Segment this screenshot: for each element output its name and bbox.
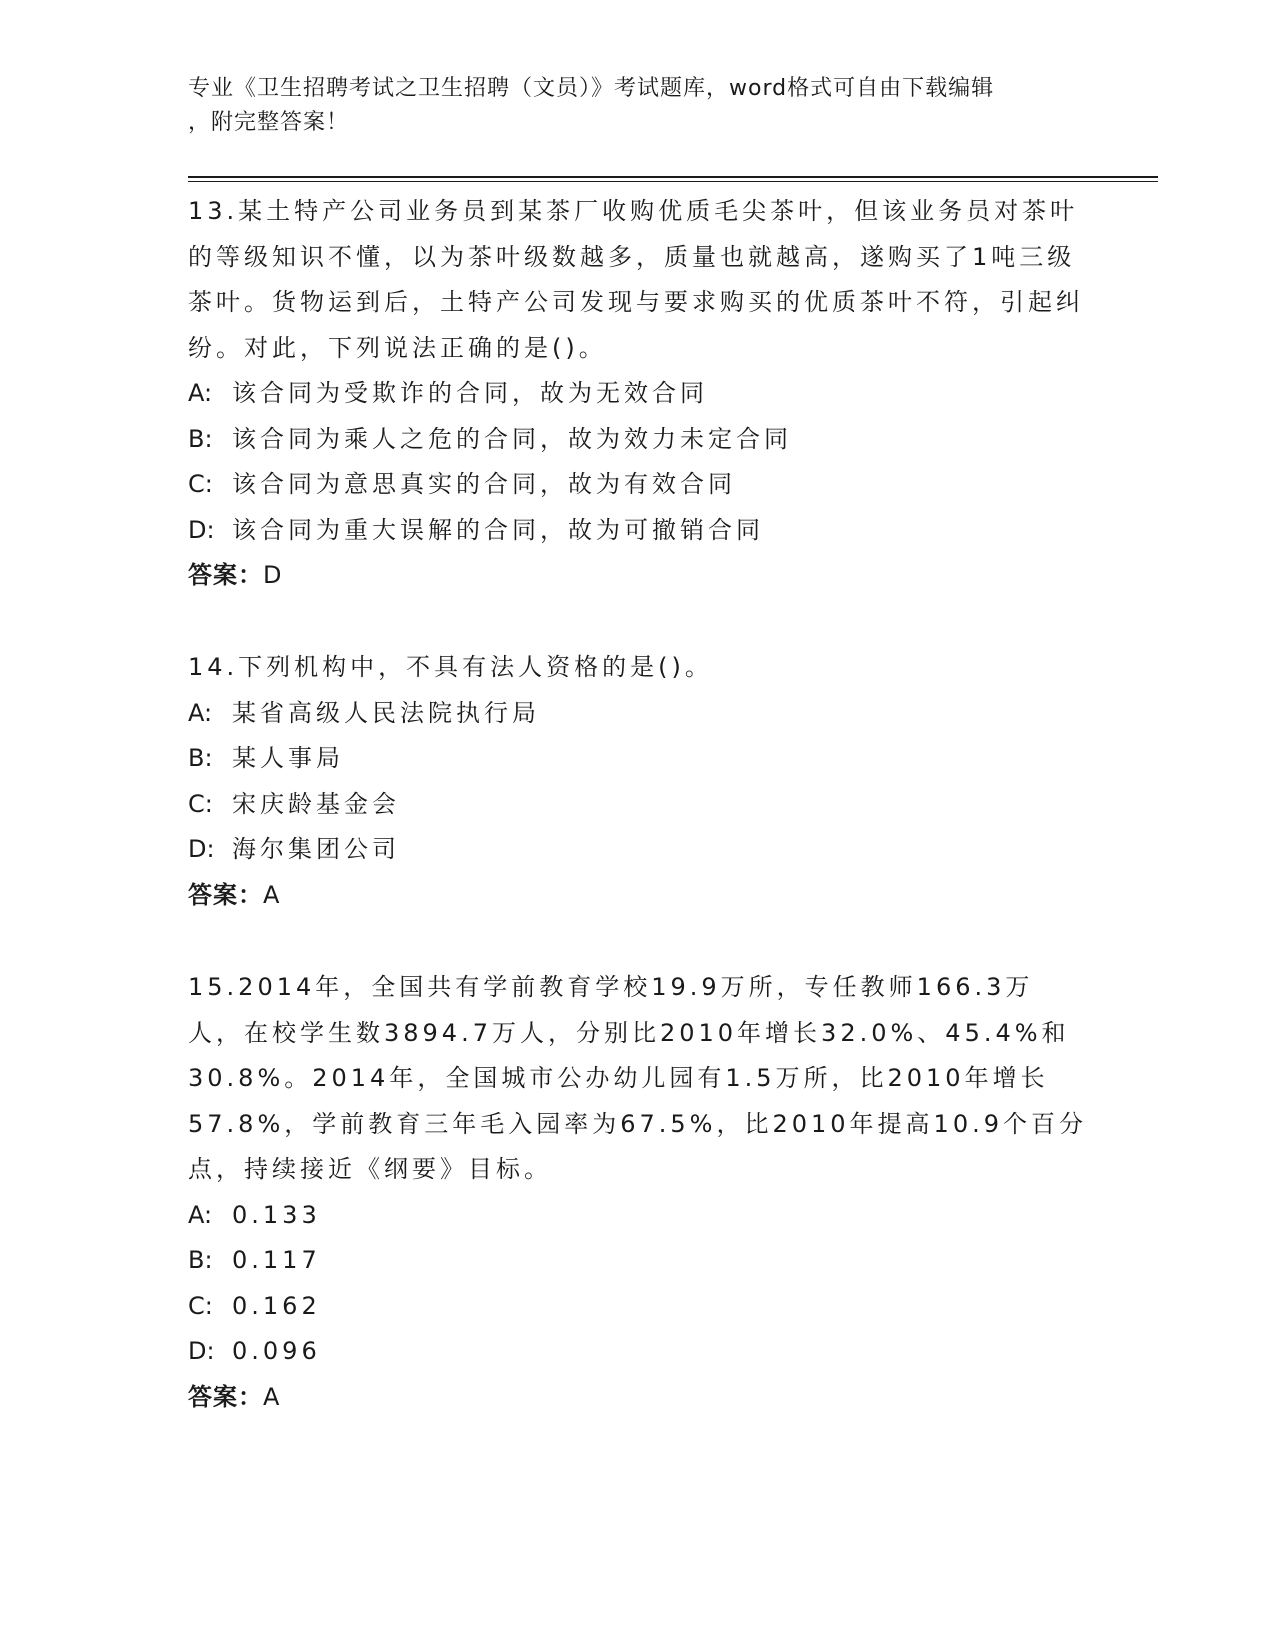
option-d xyxy=(188,827,1088,873)
option-a xyxy=(188,691,1088,737)
header-divider-thick xyxy=(188,176,1158,178)
answer-label: 答案： xyxy=(188,561,263,589)
option-text: 0.162 xyxy=(232,1291,321,1320)
answer-line xyxy=(188,1375,1088,1421)
option-text: 宋庆龄基金会 xyxy=(232,789,400,818)
option-d xyxy=(188,508,1088,554)
option-key: D: xyxy=(188,1337,215,1365)
option-b xyxy=(188,1238,1088,1284)
option-text: 海尔集团公司 xyxy=(232,835,400,863)
option-text: 某人事局 xyxy=(232,744,344,772)
question-stem: 13.某土特产公司业务员到某茶厂收购优质毛尖茶叶，但该业务员对茶叶的等级知识不懂，以为茶叶级数越多，质量也就越高，遂购买了1吨三级茶叶。货物运到后，土特产公司发现与要求购买的优质茶叶不符，引起纠纷。对此，下列说法正确的是()。 xyxy=(188,197,1084,362)
option-key: B: xyxy=(188,744,213,772)
answer-label: 答案： xyxy=(188,1382,263,1411)
answer-label: 答案： xyxy=(188,880,263,909)
option-text: 该合同为意思真实的合同，故为有效合同 xyxy=(232,470,736,498)
option-text: 该合同为受欺诈的合同，故为无效合同 xyxy=(232,379,708,407)
option-text: 该合同为乘人之危的合同，故为效力未定合同 xyxy=(232,424,792,453)
document-header: 专业《卫生招聘考试之卫生招聘（文员）》考试题库，word格式可自由下载编辑 ，附完整答案！ xyxy=(188,76,995,135)
question-15 xyxy=(188,965,1088,1420)
option-key: A: xyxy=(188,698,213,727)
option-c xyxy=(188,782,1088,828)
question-stem: 15.2014年，全国共有学前教育学校19.9万所，专任教师166.3万人，在校学生数3894.7万人，分别比2010年增长32.0%、45.4%和30.8%。2014年，全国城市公办幼儿园有1.5万所，比2010年增长57.8%，学前教育三年毛入园率为67.5%，比2010年提高10.9个百分点，持续接近《纲要》目标。 xyxy=(188,973,1087,1183)
option-text: 0.096 xyxy=(232,1337,321,1365)
option-key: C: xyxy=(188,470,213,498)
option-key: B: xyxy=(188,1246,213,1274)
option-text: 0.133 xyxy=(232,1200,321,1229)
option-a xyxy=(188,1193,1088,1239)
option-text: 该合同为重大误解的合同，故为可撤销合同 xyxy=(232,515,764,544)
option-b xyxy=(188,417,1088,463)
question-stem: 14.下列机构中，不具有法人资格的是()。 xyxy=(188,653,713,681)
option-text: 0.117 xyxy=(232,1246,321,1274)
header-divider-thin xyxy=(188,181,1158,182)
option-key: C: xyxy=(188,789,213,818)
option-text: 某省高级人民法院执行局 xyxy=(232,698,540,727)
option-c xyxy=(188,1284,1088,1330)
option-key: D: xyxy=(188,515,215,544)
answer-value: A xyxy=(263,880,281,909)
option-key: B: xyxy=(188,424,213,453)
option-d xyxy=(188,1329,1088,1375)
option-key: C: xyxy=(188,1291,213,1320)
option-key: A: xyxy=(188,1200,213,1229)
option-key: D: xyxy=(188,835,215,863)
option-a xyxy=(188,371,1088,417)
question-13 xyxy=(188,189,1088,599)
option-b xyxy=(188,736,1088,782)
answer-value: A xyxy=(263,1382,281,1411)
answer-line xyxy=(188,553,1088,599)
option-key: A: xyxy=(188,379,213,407)
option-c xyxy=(188,462,1088,508)
question-14 xyxy=(188,645,1088,918)
answer-value: D xyxy=(263,561,283,589)
answer-line xyxy=(188,873,1088,919)
